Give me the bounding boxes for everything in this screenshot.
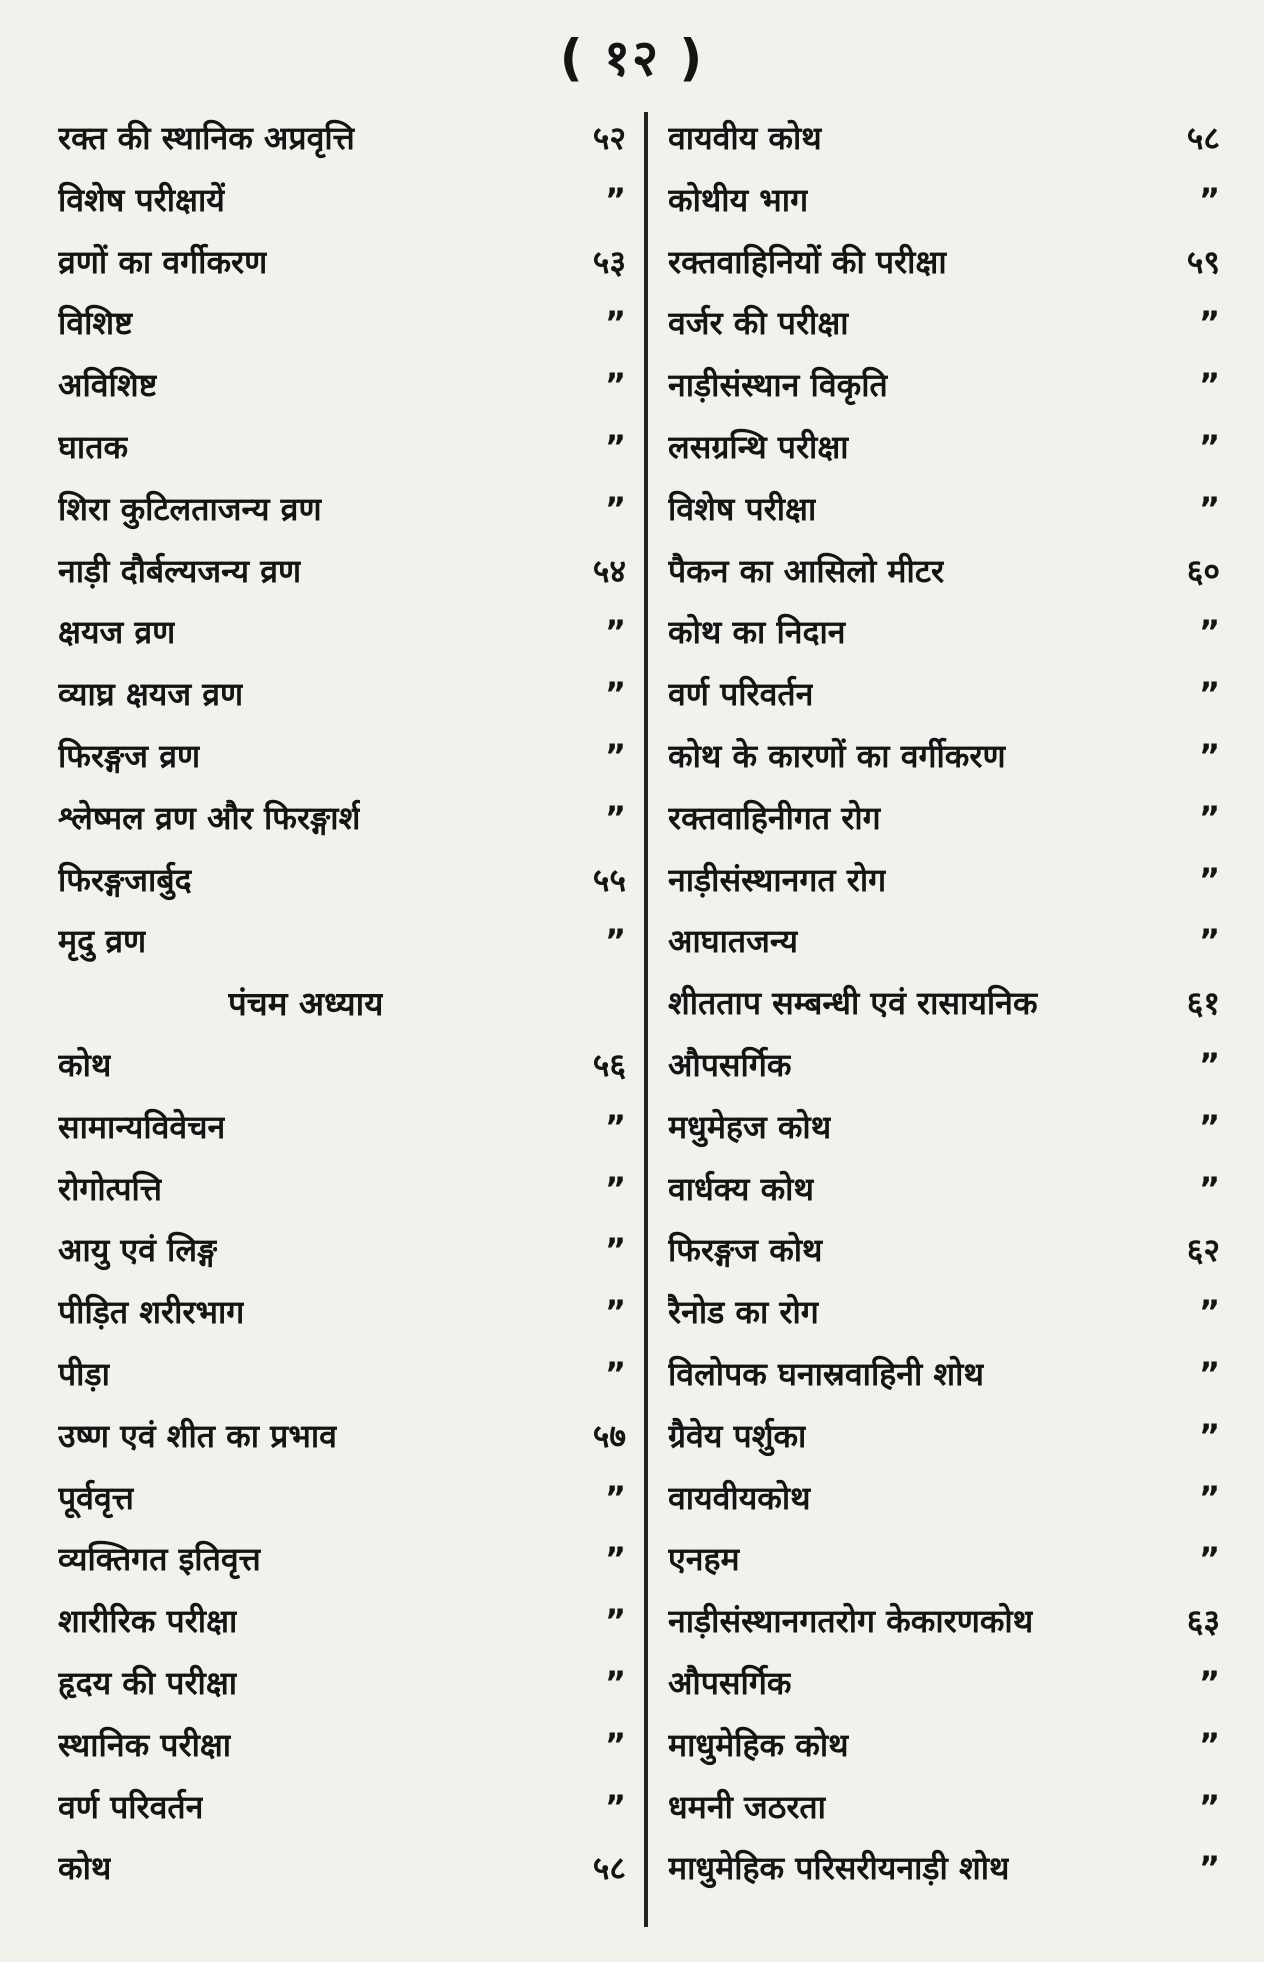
toc-entry [58,664,638,726]
toc-entry [668,1529,1228,1591]
toc-entry-page: ” [1198,860,1220,899]
toc-entry-title: औपसर्गिक [668,1663,792,1702]
toc-entry-title: नाड़ीसंस्थान विकृति [668,366,888,405]
toc-entry-title: श्लेष्मल व्रण और फिरङ्गार्श [58,798,361,837]
toc-entry [668,1220,1228,1282]
toc-entry [58,1529,638,1591]
toc-entry-title: माधुमेहिक परिसरीयनाड़ी शोथ [668,1849,1010,1888]
toc-entry [58,479,638,541]
toc-entry-title: विशेष परीक्षायें [58,180,225,219]
toc-entry-title: नाड़ीसंस्थानगत रोग [668,860,887,899]
toc-entry [668,973,1228,1035]
toc-entry [668,664,1228,726]
toc-entry [668,1715,1228,1777]
toc-entry-title: शीतताप सम्बन्धी एवं रासायनिक [668,984,1038,1023]
toc-entry-title: उष्ण एवं शीत का प्रभाव [58,1416,337,1455]
toc-entry-page: ” [1198,675,1220,714]
toc-entry [58,355,638,417]
toc-entry-page: ” [1198,180,1220,219]
toc-left-column [58,108,638,1900]
toc-entry [58,1838,638,1900]
toc-entry-page: ” [1198,1725,1220,1764]
toc-entry-title: नाड़ीसंस्थानगतरोग केकारणकोथ [668,1602,1034,1641]
toc-entry [58,1159,638,1221]
toc-entry-page: ” [604,180,626,219]
toc-entry-page: ६१ [1186,984,1220,1023]
toc-entry-title: अविशिष्ट [58,366,158,405]
toc-entry-title: नाड़ी दौर्बल्यजन्य व्रण [58,551,302,590]
toc-entry-title: पीड़ा [58,1354,110,1393]
toc-entry [668,788,1228,850]
toc-entry [668,1159,1228,1221]
toc-entry-page: ” [604,1787,626,1826]
toc-entry-title: पूर्ववृत्त [58,1478,134,1517]
toc-entry-page: ” [1198,1045,1220,1084]
toc-entry [668,355,1228,417]
toc-entry-page: ” [1198,922,1220,961]
toc-entry-page: ५४ [592,551,626,590]
toc-entry [58,1406,638,1468]
toc-entry [668,602,1228,664]
toc-entry [58,1653,638,1715]
toc-entry [58,1468,638,1530]
toc-entry-page: ” [1198,1169,1220,1208]
toc-entry-page: ” [1198,304,1220,343]
toc-entry-page: ” [1198,1354,1220,1393]
toc-entry [58,1097,638,1159]
toc-entry-title: व्यक्तिगत इतिवृत्त [58,1540,261,1579]
toc-entry [58,1777,638,1839]
toc-entry [668,1591,1228,1653]
toc-entry-page: ” [1198,798,1220,837]
toc-entry [668,911,1228,973]
toc-entry-title: वायवीय कोथ [668,119,822,157]
toc-entry-title: घातक [58,427,129,466]
toc-entry-page: ” [604,1231,626,1270]
toc-entry-title: लसग्रन्थि परीक्षा [668,427,849,466]
toc-entry-page: ” [1198,1540,1220,1579]
toc-entry-title: हृदय की परीक्षा [58,1663,238,1702]
toc-entry-title: फिरङ्गजार्बुद [58,860,192,899]
toc-entry-page: ” [604,366,626,405]
column-divider [644,112,648,1927]
toc-entry-page: ” [604,675,626,714]
toc-entry-title: कोथ [58,1849,112,1888]
chapter-heading-title: पंचम अध्याय [228,984,384,1024]
toc-entry-title: कोथ के कारणों का वर्गीकरण [668,736,1006,775]
chapter-heading [58,973,638,1035]
toc-entry-page: ” [604,1354,626,1393]
toc-entry [58,1282,638,1344]
toc-entry [58,911,638,973]
toc-entry-title: वार्धक्य कोथ [668,1169,814,1208]
toc-entry-page: ” [1198,613,1220,652]
toc-entry-page: ” [1198,736,1220,775]
toc-entry-page: ” [604,1663,626,1702]
toc-entry-title: धमनी जठरता [668,1787,826,1826]
toc-entry [668,1035,1228,1097]
toc-entry-title: माधुमेहिक कोथ [668,1725,849,1764]
toc-entry-title: फिरङ्गज व्रण [58,736,201,775]
toc-entry-page: ” [1198,1849,1220,1888]
toc-entry-page: ” [604,736,626,775]
toc-entry-page: ५७ [592,1416,626,1455]
toc-entry-title: मृदु व्रण [58,922,147,961]
toc-entry [58,293,638,355]
toc-entry-page: ५८ [592,1849,626,1888]
toc-entry-title: वर्जर की परीक्षा [668,304,849,343]
toc-entry [58,1591,638,1653]
toc-entry-page: ” [1198,366,1220,405]
toc-entry-page: ” [604,489,626,528]
toc-entry-page: ” [1198,1293,1220,1332]
toc-entry-title: रैनोड का रोग [668,1293,819,1332]
toc-entry-page: ६० [1186,551,1220,590]
toc-entry [668,1838,1228,1900]
toc-entry [58,1220,638,1282]
toc-entry [58,1344,638,1406]
toc-entry-title: वायवीयकोथ [668,1478,811,1517]
toc-entry [668,541,1228,603]
toc-entry [58,726,638,788]
toc-entry [668,1097,1228,1159]
toc-entry-title: विलोपक घनास्रवाहिनी शोथ [668,1354,984,1393]
toc-entry [668,417,1228,479]
toc-entry-page: ” [1198,427,1220,466]
toc-entry-title: व्रणों का वर्गीकरण [58,242,268,281]
toc-entry [668,1653,1228,1715]
toc-entry [668,1468,1228,1530]
toc-entry-page: ” [604,1540,626,1579]
toc-entry-title: शिरा कुटिलताजन्य व्रण [58,489,322,528]
toc-entry-title: ग्रैवेय पर्शुका [668,1416,807,1455]
toc-entry [668,293,1228,355]
toc-entry-page: ” [604,613,626,652]
toc-entry-title: शारीरिक परीक्षा [58,1602,238,1641]
toc-entry [58,232,638,294]
toc-entry [668,1344,1228,1406]
toc-entry-title: कोथ का निदान [668,613,846,652]
toc-entry-page: ” [604,1602,626,1641]
toc-entry-title: सामान्यविवेचन [58,1107,226,1146]
toc-entry-title: वर्ण परिवर्तन [58,1787,204,1826]
toc-entry-title: वर्ण परिवर्तन [668,675,814,714]
toc-entry-title: विशिष्ट [58,304,133,343]
toc-entry-page: ५९ [1186,242,1220,281]
toc-entry [58,108,638,170]
toc-entry-page: ” [1198,489,1220,528]
toc-entry-title: क्षयज व्रण [58,613,176,652]
toc-entry-title: रोगोत्पत्ति [58,1169,162,1208]
toc-entry-page: ” [604,922,626,961]
toc-right-column [668,108,1228,1900]
toc-entry-page: ५६ [592,1045,626,1084]
toc-entry [58,541,638,603]
toc-entry-page: ” [604,1725,626,1764]
toc-entry-title: फिरङ्गज कोथ [668,1231,823,1270]
toc-entry-page: ” [1198,1416,1220,1455]
toc-entry-page: ५८ [1186,119,1220,157]
toc-entry [668,232,1228,294]
toc-entry-title: औपसर्गिक [668,1045,792,1084]
toc-entry-title: विशेष परीक्षा [668,489,817,528]
toc-entry-page: ” [1198,1787,1220,1826]
toc-entry-title: पैकन का आसिलो मीटर [668,551,945,590]
page-number: ( १२ ) [559,29,705,87]
toc-entry-page: ६२ [1186,1231,1220,1270]
toc-entry [58,850,638,912]
toc-entry [668,850,1228,912]
toc-entry-title: स्थानिक परीक्षा [58,1725,232,1764]
toc-entry [668,1282,1228,1344]
toc-entry-page: ” [604,1478,626,1517]
toc-entry [668,1406,1228,1468]
toc-entry-page: ” [1198,1107,1220,1146]
toc-entry-page: ५५ [592,860,626,899]
toc-entry-page: ” [1198,1478,1220,1517]
toc-entry-page: ” [604,1293,626,1332]
toc-entry-page: ” [604,427,626,466]
toc-entry-title: कोथ [58,1045,112,1084]
toc-entry-page: ५२ [592,119,626,157]
toc-entry [668,1777,1228,1839]
toc-entry-page: ” [604,1107,626,1146]
toc-entry-title: कोथीय भाग [668,180,809,219]
toc-entry-title: रक्त की स्थानिक अप्रवृत्ति [58,119,355,157]
toc-entry-title: रक्तवाहिनीगत रोग [668,798,881,837]
toc-entry-title: पीड़ित शरीरभाग [58,1293,245,1332]
toc-entry-page: ” [604,304,626,343]
toc-entry-title: आघातजन्य [668,922,798,961]
toc-entry-page: ५३ [592,242,626,281]
toc-entry-title: एनहम [668,1540,740,1579]
toc-entry-page: ” [604,1169,626,1208]
toc-entry-page: ” [1198,1663,1220,1702]
toc-entry [58,1715,638,1777]
toc-entry-title: व्याघ्र क्षयज व्रण [58,675,244,714]
toc-entry [58,1035,638,1097]
toc-entry-title: रक्तवाहिनियों की परीक्षा [668,242,947,281]
toc-entry [58,788,638,850]
toc-entry [58,170,638,232]
toc-entry [58,602,638,664]
toc-entry-title: मधुमेहज कोथ [668,1107,832,1146]
toc-entry [668,108,1228,170]
toc-entry [668,170,1228,232]
toc-entry [58,417,638,479]
toc-entry [668,726,1228,788]
toc-entry-title: आयु एवं लिङ्ग [58,1231,218,1270]
toc-entry [668,479,1228,541]
toc-entry-page: ६३ [1186,1602,1220,1641]
toc-entry-page: ” [604,798,626,837]
